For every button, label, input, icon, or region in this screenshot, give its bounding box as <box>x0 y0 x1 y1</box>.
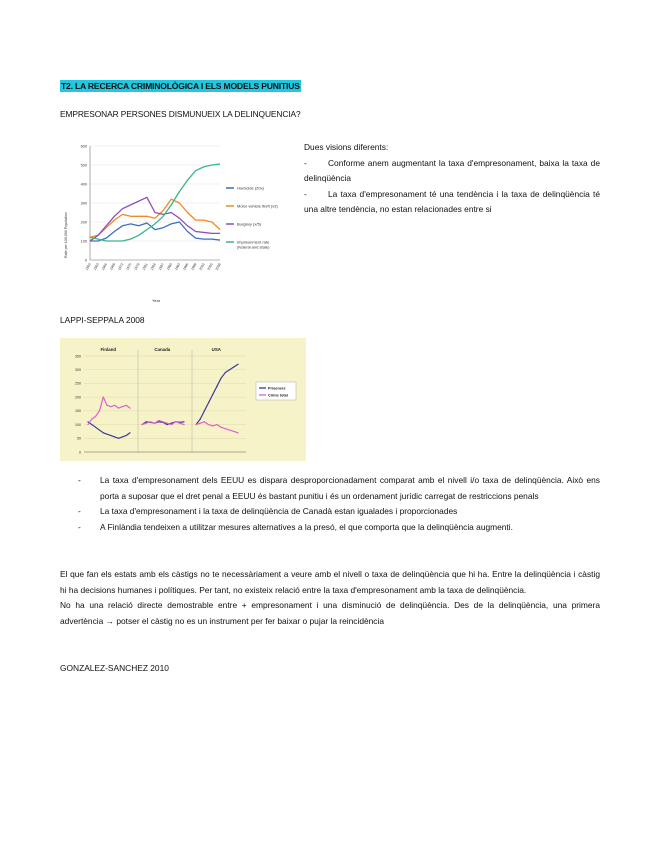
chart2-prisoners-line-point <box>183 421 184 422</box>
chart2-legend-label: Prisoners <box>268 386 286 391</box>
chart2-crime-line-point <box>103 397 104 398</box>
chart2-crime-line-point <box>99 410 100 411</box>
question-heading: EMPRESONAR PERSONES DISMUNUEIX LA DELINQUENCIA? <box>60 109 301 119</box>
chart2-prisoners-line-point <box>91 424 92 425</box>
chart2-crime-line-point <box>106 405 107 406</box>
chart2-prisoners-line-point <box>229 369 230 370</box>
chart1-legend-label: Imprisonment rate (federal and state) <box>237 239 270 250</box>
chart2-crime-line-point <box>204 421 205 422</box>
chart1-legend-label: Burglary (x/5) <box>237 221 262 227</box>
chart2-ytick: 0 <box>79 450 81 455</box>
chart1-xtick: 1966 <box>100 262 109 272</box>
chart1-legend-label: Homicide (20x) <box>237 185 264 191</box>
chart2-crime-line-point <box>91 418 92 419</box>
chart1-ytick: 300 <box>80 201 87 206</box>
chart2-prisoners-line-point <box>233 366 234 367</box>
crime-imprisonment-chart <box>60 138 294 306</box>
chart1-series-line <box>90 197 220 241</box>
chart2-prisoners-line-point <box>126 435 127 436</box>
chart2-prisoners-line-point <box>103 432 104 433</box>
chart1-xtick: 1984 <box>149 262 157 272</box>
chart2-crime-line-point <box>158 420 159 421</box>
chart1-xtick: 2002 <box>198 262 206 272</box>
chart2-crime-line-point <box>171 424 172 425</box>
chart1-ytick: 200 <box>80 220 87 225</box>
chart1-xtick: 1987 <box>157 262 165 272</box>
chart2-crime-line-point <box>167 423 168 424</box>
chart2-crime-line-point <box>179 423 180 424</box>
chart2-prisoners-line-point <box>204 410 205 411</box>
chart2-panel-title: Finland <box>100 347 117 352</box>
chart2-prisoners-line-point <box>95 427 96 428</box>
chart2-crime-line-point <box>195 424 196 425</box>
page-title: T2. LA RECERCA CRIMINOLÒGICA I ELS MODELS PUNITIUS <box>61 81 300 91</box>
chart1-xtick: 1981 <box>141 262 149 272</box>
chart2-crime-line-point <box>229 429 230 430</box>
chart1-ytick: 500 <box>80 163 87 168</box>
chart2-prisoners-line-point <box>167 424 168 425</box>
chart2-crime-line-point <box>233 431 234 432</box>
reference-gonzalez-sanchez: GONZALEZ-SANCHEZ 2010 <box>60 663 169 673</box>
chart2-crime-line-point <box>183 424 184 425</box>
chart2-prisoners-line-point <box>122 436 123 437</box>
chart1-legend-label: Motor vehicle theft (x3) <box>237 203 278 209</box>
chart2-crime-line-point <box>225 428 226 429</box>
chart2-crime-line-point <box>118 408 119 409</box>
chart2-prisoners-line-point <box>106 434 107 435</box>
chart1-ytick: 100 <box>80 239 87 244</box>
chart1-xtick: 1972 <box>117 262 125 272</box>
chart1-xtick: 2008 <box>214 262 222 272</box>
chart2-crime-line-point <box>175 421 176 422</box>
chart1-xtick: 1969 <box>109 262 117 272</box>
chart2-crime-line-point <box>208 424 209 425</box>
chart2-prisoners-line-point <box>216 386 217 387</box>
chart2-crime-line-point <box>154 423 155 424</box>
chart2-prisoners-line-point <box>212 394 213 395</box>
chart2-prisoners-line-point <box>237 364 238 365</box>
two-visions-text <box>304 140 600 218</box>
paragraph-2: No ha una relació directe demostrable entre + empresonament i una disminució de delinqüència. Des de la delinqüència, una primera advertència → potser el càstig no es un instrument per fer baixar o pujar la reincidència <box>60 600 600 626</box>
chart2-prisoners-line-point <box>99 429 100 430</box>
chart1-xtick: 1978 <box>133 262 141 272</box>
chart1-xtick: 1960 <box>84 262 92 272</box>
chart2-crime-line-point <box>162 421 163 422</box>
chart2-legend-label: Crime total <box>268 393 288 398</box>
chart2-panel-title: USA <box>211 347 221 352</box>
chart1-ytick: 400 <box>80 182 87 187</box>
chart2-crime-line-point <box>216 424 217 425</box>
chart2-crime-line-point <box>87 424 88 425</box>
list-item: - La taxa d'empresonament i la taxa de delinqüència de Canadà estan igualades i proporcionades <box>78 506 458 516</box>
chart2-crime-line-point <box>114 405 115 406</box>
chart2-ytick: 200 <box>75 395 81 400</box>
chart2-crime-line-point <box>237 432 238 433</box>
chart2-crime-line-point <box>122 406 123 407</box>
chart1-ylabel: Rate per 100,000 Population <box>64 212 68 258</box>
chart2-prisoners-line-point <box>114 436 115 437</box>
chart2-prisoners-line-point <box>225 372 226 373</box>
chart1-ytick: 0 <box>84 258 87 263</box>
chart2-ytick: 300 <box>75 368 81 373</box>
chart1-xlabel: Year <box>152 298 161 303</box>
chart2-prisoners-line-point <box>129 432 130 433</box>
chart2-prisoners-line-point <box>208 402 209 403</box>
chart1-xtick: 1993 <box>174 262 182 272</box>
chart2-crime-line-point <box>146 423 147 424</box>
chart2-ytick: 250 <box>75 381 81 386</box>
list-item: - A Finlàndia tendeixen a utilitzar mesures alternatives a la presó, el que comporta que la delinqüència augmenti. <box>78 521 513 532</box>
chart1-xtick: 1990 <box>165 262 174 272</box>
chart2-crime-line-point <box>141 424 142 425</box>
visions-intro: Dues visions diferents: <box>304 142 389 152</box>
chart2-crime-line-point <box>126 405 127 406</box>
chart1-xtick: 2005 <box>206 262 214 272</box>
chart2-prisoners-line-point <box>200 418 201 419</box>
summary-paragraph <box>60 567 600 629</box>
chart2-prisoners-line-point <box>221 377 222 378</box>
chart2-ytick: 350 <box>75 354 81 359</box>
chart2-panel-title: Canada <box>154 347 171 352</box>
vision-item-1: - Conforme anem augmentant la taxa d'empresonament, baixa la taxa de delinqüència <box>304 157 600 183</box>
chart2-crime-line-point <box>129 408 130 409</box>
chart1-xtick: 1999 <box>190 262 198 272</box>
chart2-crime-line-point <box>200 423 201 424</box>
chart2-crime-line-point <box>95 416 96 417</box>
chart1-xtick: 1996 <box>182 262 190 272</box>
chart2-ytick: 50 <box>77 436 81 441</box>
chart2-crime-line-point <box>221 427 222 428</box>
chart2-crime-line-point <box>212 425 213 426</box>
prisoners-vs-crime-chart <box>60 338 306 461</box>
chart2-crime-line-point <box>150 421 151 422</box>
paragraph-1: El que fan els estats amb els càstigs no te necessàriament a veure amb el nivell o taxa de delinqüència que hi ha. Entre la delinqüència i càstig hi ha decisions humanes i polítiques. Per tant, no existeix relació entre la taxa d'empresonament amb la taxa de delinqüència. <box>60 569 600 595</box>
chart1-xtick: 1975 <box>125 262 133 272</box>
chart2-prisoners-line-point <box>118 438 119 439</box>
chart1-xtick: 1963 <box>92 262 100 272</box>
chart2-ytick: 150 <box>75 409 81 414</box>
list-item: - La taxa d'empresonament dels EEUU es dispara desproporcionadament comparat amb el nivell i/o taxa de delinqüència. Això ens porta a suposar que el dret penal a EEUU és bastant punitiu i és un ordenament jurídic carregat de restriccions penals <box>78 475 600 501</box>
chart2-prisoners-line-point <box>146 421 147 422</box>
chart2-prisoners-line-point <box>87 421 88 422</box>
conclusions-list <box>78 473 600 535</box>
reference-lappi-seppala: LAPPI-SEPPALA 2008 <box>60 315 145 325</box>
chart2-ytick: 100 <box>75 422 81 427</box>
vision-item-2: - La taxa d'empresonament té una tendència i la taxa de delinqüència té una altre tendència, no estan relacionades entre si <box>304 188 600 214</box>
chart2-crime-line-point <box>110 406 111 407</box>
chart2-prisoners-line-point <box>110 435 111 436</box>
chart1-ytick: 600 <box>80 144 87 149</box>
